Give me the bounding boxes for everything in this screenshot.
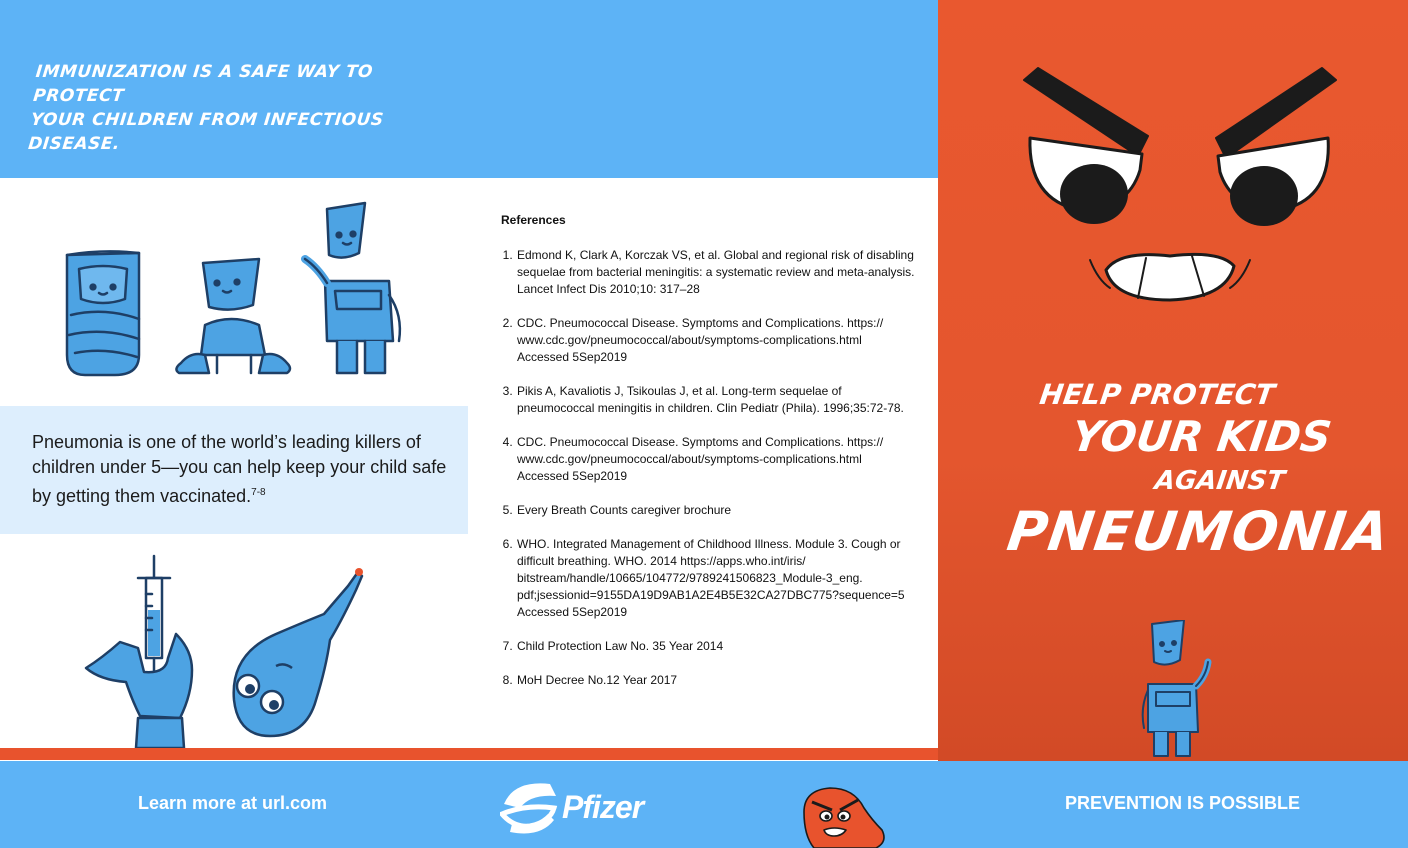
tagline bbox=[27, 60, 467, 156]
reference-item: 2. CDC. Pneumococcal Disease. Symptoms and Complications. https:// www.cdc.gov/pneumococcal/about/symptoms-complications.html Accessed 5Sep2019 bbox=[516, 315, 916, 366]
headline-line-2: YOUR KIDS bbox=[1068, 412, 1335, 461]
reference-item: 8. MoH Decree No.12 Year 2017 bbox=[516, 672, 916, 689]
orange-stripe bbox=[0, 748, 938, 760]
info-body: Pneumonia is one of the world’s leading killers of children under 5—you can help keep your child safe by getting them vaccinated. bbox=[32, 432, 447, 506]
tagline-line-1: IMMUNIZATION IS A SAFE WAY TO PROTECT bbox=[32, 62, 374, 106]
angry-monster-face-icon bbox=[1010, 60, 1350, 320]
waving-kid-icon bbox=[1138, 620, 1218, 760]
tagline-line-2: YOUR CHILDREN FROM INFECTIOUS DISEASE. bbox=[27, 110, 385, 154]
references-section bbox=[501, 212, 916, 706]
info-text bbox=[32, 430, 452, 509]
vaccine-hand-icon bbox=[80, 550, 410, 748]
reference-item: 5. Every Breath Counts caregiver brochure bbox=[516, 502, 916, 519]
references-heading: References bbox=[501, 213, 566, 227]
kids-illustration-icon bbox=[55, 195, 415, 385]
reference-item: 4. CDC. Pneumococcal Disease. Symptoms and Complications. https:// www.cdc.gov/pneumococcal/about/symptoms-complications.html Accessed 5Sep2019 bbox=[516, 434, 916, 485]
headline-line-1: HELP PROTECT bbox=[1037, 378, 1277, 411]
learn-more-link[interactable]: Learn more at url.com bbox=[138, 793, 328, 813]
reference-item: 7. Child Protection Law No. 35 Year 2014 bbox=[516, 638, 916, 655]
references-list bbox=[501, 247, 916, 689]
germ-character-icon bbox=[234, 568, 363, 736]
prevention-slogan: PREVENTION IS POSSIBLE bbox=[1065, 793, 1301, 813]
footer-monster-icon bbox=[800, 786, 890, 848]
reference-item: 3. Pikis A, Kavaliotis J, Tsikoulas J, et al. Long-term sequelae of pneumococcal meningitis in children. Clin Pediatr (Phila). 1996;35:72-78. bbox=[516, 383, 916, 417]
reference-item: 1. Edmond K, Clark A, Korczak VS, et al. Global and regional risk of disabling sequelae from bacterial meningitis: a systematic review and meta-analysis. Lancet Infect Dis 2010;10: 317–28 bbox=[516, 247, 916, 298]
headline-line-3: AGAINST bbox=[1152, 466, 1287, 496]
info-superscript: 7-8 bbox=[251, 487, 266, 498]
brand-wordmark: Pfizer bbox=[562, 789, 644, 825]
reference-item: 6. WHO. Integrated Management of Childhood Illness. Module 3. Cough or difficult breathing. WHO. 2014 https://apps.who.int/iris/ bitstream/handle/10665/104772/9789241506823_Module-3_eng. pdf;jsessionid=9155DA19D9AB1A2E4B5E32CA27DBC775?sequence=5 Accessed 5Sep2019 bbox=[516, 536, 916, 621]
headline-line-4: PNEUMONIA bbox=[1003, 500, 1394, 563]
